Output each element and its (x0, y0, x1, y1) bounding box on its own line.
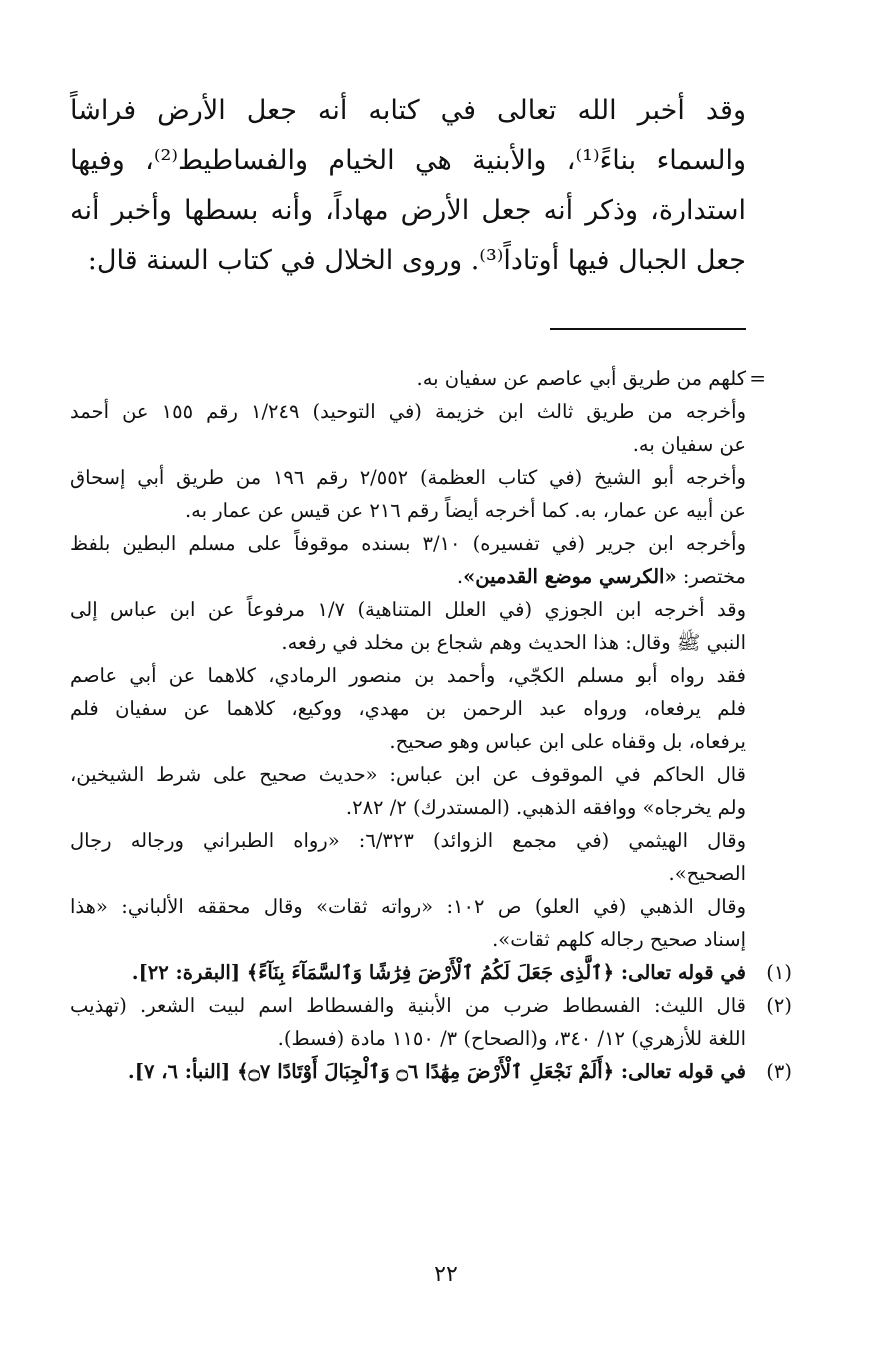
numbered-footnote (70, 956, 792, 989)
footnote-line: النبي ﷺ وقال: هذا الحديث وهم شجاع بن مخلد في رفعه. (281, 631, 746, 654)
footnote-paragraph (70, 659, 746, 758)
footnote-line: وقال الهيثمي (في مجمع الزوائد) ٦/٣٢٣: «رواه الطبراني ورجاله رجال (70, 829, 747, 852)
numbered-footnote (70, 1055, 792, 1088)
footnote-paragraph (70, 362, 746, 395)
footnote-line: وأخرجه أبو الشيخ (في كتاب العظمة) ٢/٥٥٢ رقم ١٩٦ من طريق أبي إسحاق (70, 466, 746, 489)
footnote-line: وأخرجه من طريق ثالث ابن خزيمة (في التوحيد) ١/٢٤٩ رقم ١٥٥ عن أحمد (70, 400, 746, 423)
footnote-line: في قوله تعالى: ﴿ٱلَّذِى جَعَلَ لَكُمُ ٱلْأَرْضَ فِرَٰشًا وَٱلسَّمَآءَ بِنَآءً﴾ [البقرة: ٢٢]. (131, 961, 746, 984)
footnote-line: قال الحاكم في الموقوف عن ابن عباس: «حديث صحيح على شرط الشيخين، (70, 763, 746, 786)
main-text-line: وقد أخبر الله تعالى في كتابه أنه جعل الأرض فراشاً (70, 95, 746, 126)
footnote-line: يرفعاه، بل وقفاه على ابن عباس وهو صحيح. (389, 730, 746, 753)
footnote-line: كلهم من طريق أبي عاصم عن سفيان به. (416, 367, 746, 390)
footnote-line: قال الليث: الفسطاط ضرب من الأبنية والفسطاط اسم لبيت الشعر. (تهذيب (70, 994, 746, 1017)
footnote-body (70, 1055, 746, 1088)
footnote-line: وأخرجه ابن جرير (في تفسيره) ٣/١٠ بسنده موقوفاً على مسلم البطين بلفظ (70, 532, 746, 555)
footnote-line: فلم يرفعاه، ورواه عبد الرحمن بن مهدي، ووكيع، كلاهما عن سفيان فلم (70, 697, 746, 720)
numbered-footnote (70, 989, 792, 1055)
main-text-line: جعل الجبال فيها أوتاداً⁽³⁾. وروى الخلال في كتاب السنة قال: (87, 245, 746, 276)
footnote-line: إسناد صحيح رجاله كلهم ثقات». (492, 928, 746, 951)
footnote-line: في قوله تعالى: ﴿أَلَمْ نَجْعَلِ ٱلْأَرْضَ مِهَٰدًا ۝٦ وَٱلْجِبَالَ أَوْتَادًا ۝٧﴾ [النبأ: ٦، ٧]. (127, 1060, 746, 1083)
footnote-paragraph (70, 461, 746, 527)
footnotes (70, 362, 792, 1088)
page-number: ٢٢ (434, 1262, 458, 1287)
bold-quote: «الكرسي موضع القدمين» (463, 565, 677, 588)
footnote-paragraph (70, 824, 746, 890)
footnote-line: عن أبيه عن عمار، به. كما أخرجه أيضاً رقم ٢١٦ عن قيس عن عمار به. (184, 499, 746, 522)
footnote-line-with-bold (70, 560, 746, 593)
footnote-body (70, 989, 746, 1055)
continuation-mark: = (749, 366, 766, 390)
footnote-paragraph (70, 527, 746, 593)
footnote-line-text: مختصر: (676, 565, 746, 588)
footnote-line: وقال الذهبي (في العلو) ص ١٠٢: «رواته ثقات» وقال محققه الألباني: «هذا (70, 895, 746, 918)
footnote-paragraph (70, 758, 746, 824)
footnote-paragraph (70, 395, 746, 461)
footnote-paragraph (70, 593, 746, 659)
footnote-line: فقد رواه أبو مسلم الكجّي، وأحمد بن منصور الرمادي، كلاهما عن أبي عاصم (70, 664, 746, 687)
footnote-line-text: . (456, 565, 464, 588)
footnote-divider (550, 328, 746, 330)
footnote-number: (٢) (766, 994, 792, 1017)
footnote-paragraph (70, 890, 746, 956)
main-text-line: استدارة، وذكر أنه جعل الأرض مهاداً، وأنه بسطها وأخبر أنه (70, 195, 746, 226)
footnote-line: الصحيح». (668, 862, 746, 885)
main-text-line: والسماء بناءً⁽¹⁾، والأبنية هي الخيام والفساطيط⁽²⁾، وفيها (70, 145, 746, 176)
main-text (70, 86, 746, 286)
footnote-line: عن سفيان به. (632, 433, 746, 456)
footnote-line: اللغة للأزهري) ١٢/ ٣٤٠، و(الصحاح) ٣/ ١١٥٠ مادة (فسط). (277, 1027, 746, 1050)
footnote-number: (٣) (766, 1060, 792, 1083)
footnote-number: (١) (766, 961, 792, 984)
footnote-line: ولم يخرجاه» ووافقه الذهبي. (المستدرك) ٢/ ٢٨٢. (345, 796, 746, 819)
footnote-line: وقد أخرجه ابن الجوزي (في العلل المتناهية) ١/٧ مرفوعاً عن ابن عباس إلى (70, 598, 746, 621)
footnote-body (70, 956, 746, 989)
